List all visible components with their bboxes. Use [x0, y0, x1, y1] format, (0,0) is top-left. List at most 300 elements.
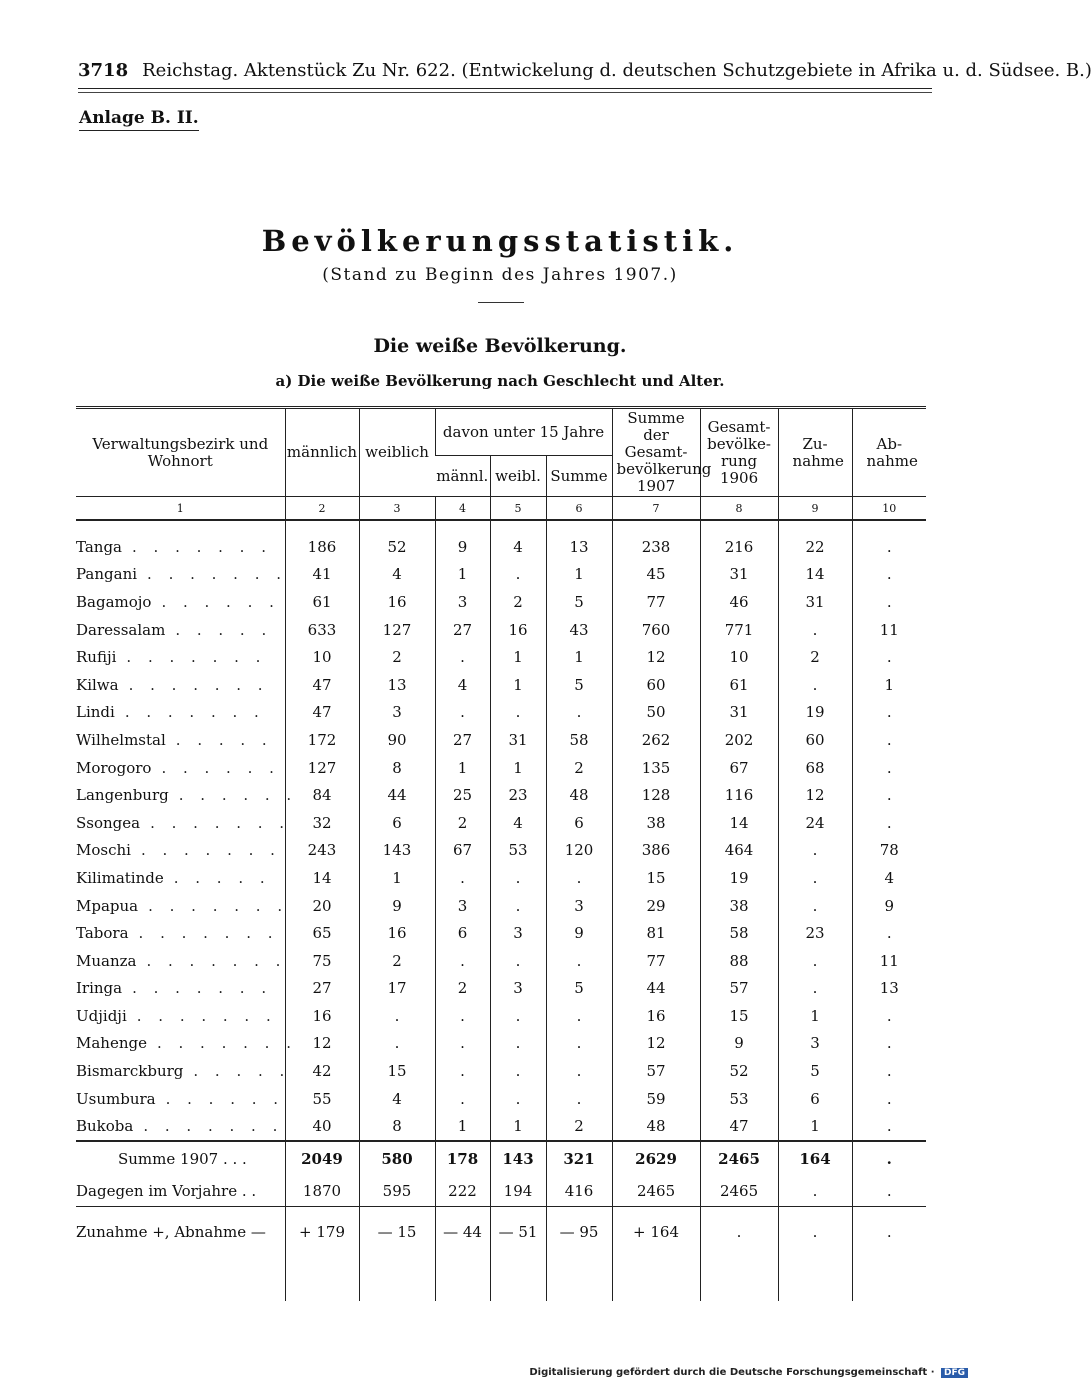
table-cell: — 44	[435, 1207, 490, 1258]
digitization-footer	[529, 1367, 968, 1378]
table-cell: 27	[285, 975, 359, 1003]
page-header	[78, 60, 1092, 81]
table-cell: 4	[359, 1085, 435, 1113]
table-row	[76, 1057, 926, 1085]
table-cell: 11	[852, 947, 926, 975]
table-cell: 4	[359, 561, 435, 589]
table-cell: .	[546, 1002, 612, 1030]
table-cell: 2465	[612, 1176, 700, 1207]
dfg-logo: DFG	[941, 1368, 968, 1378]
table-cell: .	[778, 864, 852, 892]
table-cell: 22	[778, 533, 852, 561]
table-cell: .	[852, 1207, 926, 1258]
header-rule-thin	[78, 92, 932, 93]
table-cell: 6	[359, 809, 435, 837]
section-heading: Die weiße Bevölkerung.	[373, 335, 627, 357]
table-cell: 31	[778, 588, 852, 616]
table-cell: 5	[778, 1057, 852, 1085]
table-cell: 1870	[285, 1176, 359, 1207]
table-cell: 633	[285, 616, 359, 644]
table-row	[76, 561, 926, 589]
table-cell: 2465	[700, 1176, 778, 1207]
table-cell: .	[852, 588, 926, 616]
table-cell: .	[852, 919, 926, 947]
leader-dots: . . . . . . .	[128, 675, 269, 694]
col-number: 8	[700, 497, 778, 521]
table-cell: 8	[359, 754, 435, 782]
table-cell: 2	[359, 643, 435, 671]
table-cell: 222	[435, 1176, 490, 1207]
table-cell: 1	[778, 1112, 852, 1141]
leader-dots: . . . . . . .	[124, 703, 265, 722]
table-cell: 42	[285, 1057, 359, 1085]
table-cell: 416	[546, 1176, 612, 1207]
district-name-cell	[76, 726, 285, 754]
table-cell: .	[435, 1002, 490, 1030]
table-cell: .	[490, 1030, 546, 1058]
table-row	[76, 533, 926, 561]
district-name-cell	[76, 754, 285, 782]
table-cell: 52	[700, 1057, 778, 1085]
table-cell: 46	[700, 588, 778, 616]
table-cell: 67	[700, 754, 778, 782]
table-cell: 47	[285, 671, 359, 699]
table-cell: 2	[778, 643, 852, 671]
table-cell: .	[435, 699, 490, 727]
table-cell: 50	[612, 699, 700, 727]
district-name: Ssongea	[76, 813, 141, 832]
table-cell: .	[852, 781, 926, 809]
col-number: 2	[285, 497, 359, 521]
leader-dots: . . . . .	[175, 620, 273, 639]
footer-text: Digitalisierung gefördert durch die Deutsche Forschungsgemeinschaft ·	[529, 1367, 935, 1378]
table-cell: 1	[546, 643, 612, 671]
table-cell: 16	[490, 616, 546, 644]
table-cell: .	[778, 616, 852, 644]
district-name: Moschi	[76, 841, 131, 860]
sum-row	[76, 1141, 926, 1176]
table-row	[76, 1085, 926, 1113]
table-cell: 44	[359, 781, 435, 809]
table-cell: 75	[285, 947, 359, 975]
leader-dots: . . . . . . .	[138, 924, 279, 943]
district-name: Kilimatinde	[76, 868, 164, 887]
table-cell: 2	[490, 588, 546, 616]
table-cell: .	[435, 1085, 490, 1113]
district-name: Muanza	[76, 951, 137, 970]
table-cell: 6	[778, 1085, 852, 1113]
table-cell: .	[490, 1002, 546, 1030]
leader-dots: . . . . .	[173, 868, 271, 887]
table-cell: .	[546, 864, 612, 892]
table-cell: .	[778, 892, 852, 920]
leader-dots: . . . . . . .	[148, 896, 289, 915]
table-cell: 19	[778, 699, 852, 727]
district-name: Kilwa	[76, 675, 119, 694]
table-cell: .	[778, 837, 852, 865]
table-cell: 2	[546, 1112, 612, 1141]
table-cell: 216	[700, 533, 778, 561]
table-cell: 143	[490, 1141, 546, 1176]
table-cell: 9	[852, 892, 926, 920]
table-cell: .	[700, 1207, 778, 1258]
table-cell: 3	[435, 892, 490, 920]
col-header-female: weiblich	[359, 408, 435, 497]
table-cell: .	[852, 1002, 926, 1030]
table-cell: 61	[285, 588, 359, 616]
district-name: Iringa	[76, 979, 123, 998]
leader-dots: . . . . . .	[161, 758, 280, 777]
table-cell: .	[359, 1002, 435, 1030]
district-name-cell	[76, 892, 289, 920]
table-cell: 178	[435, 1141, 490, 1176]
population-table	[76, 406, 926, 1301]
table-cell: .	[852, 809, 926, 837]
col-number: 3	[359, 497, 435, 521]
table-cell: 55	[285, 1085, 359, 1113]
district-name-cell	[76, 1030, 297, 1058]
table-cell: 186	[285, 533, 359, 561]
table-cell: 1	[490, 1112, 546, 1141]
district-name-cell	[76, 809, 291, 837]
leader-dots: . . . . . . .	[156, 1034, 297, 1053]
table-cell: .	[852, 1112, 926, 1141]
table-cell: 116	[700, 781, 778, 809]
table-cell: 20	[285, 892, 359, 920]
table-cell: 595	[359, 1176, 435, 1207]
table-cell: 10	[285, 643, 359, 671]
table-cell: 61	[700, 671, 778, 699]
header-text: Reichstag. Aktenstück Zu Nr. 622. (Entwickelung d. deutschen Schutzgebiete in Afrika u. d. Südsee. B.)	[142, 60, 1092, 81]
table-cell: 580	[359, 1141, 435, 1176]
subsection-heading: a) Die weiße Bevölkerung nach Geschlecht und Alter.	[275, 372, 725, 390]
table-cell: 27	[435, 616, 490, 644]
table-cell: 57	[612, 1057, 700, 1085]
table-cell: 14	[778, 561, 852, 589]
table-cell: 464	[700, 837, 778, 865]
table-cell: 202	[700, 726, 778, 754]
district-name-cell	[76, 781, 298, 809]
district-name-cell	[76, 699, 285, 727]
table-cell: .	[490, 892, 546, 920]
table-cell: 2	[359, 947, 435, 975]
district-name-cell	[76, 561, 288, 589]
table-cell: .	[546, 947, 612, 975]
leader-dots: . . . . . . .	[143, 1117, 284, 1136]
district-name-cell	[76, 533, 285, 561]
table-cell: 3	[435, 588, 490, 616]
table-cell: 12	[285, 1030, 359, 1058]
leader-dots: . . . . . . .	[147, 565, 288, 584]
table-cell: .	[852, 1176, 926, 1207]
table-cell: — 15	[359, 1207, 435, 1258]
table-cell: 25	[435, 781, 490, 809]
table-cell: .	[852, 699, 926, 727]
table-row	[76, 671, 926, 699]
table-cell: + 164	[612, 1207, 700, 1258]
table-cell: 3	[490, 919, 546, 947]
table-cell: 386	[612, 837, 700, 865]
col-header-under15-female: weibl.	[490, 456, 546, 497]
table-cell: 58	[700, 919, 778, 947]
table-cell: 5	[546, 975, 612, 1003]
table-row	[76, 1030, 926, 1058]
district-name-cell	[76, 947, 285, 975]
table-cell: 6	[435, 919, 490, 947]
table-cell: 16	[359, 588, 435, 616]
table-row	[76, 1112, 926, 1141]
table-row	[76, 754, 926, 782]
table-cell: 2	[435, 975, 490, 1003]
leader-dots: . . . . . .	[178, 786, 298, 805]
table-cell: 1	[490, 671, 546, 699]
table-cell: 9	[546, 919, 612, 947]
leader-dots: . . . . .	[175, 730, 273, 749]
col-header-male: männlich	[285, 408, 359, 497]
table-cell: 1	[435, 561, 490, 589]
table-cell: 32	[285, 809, 359, 837]
page-title: Bevölkerungsstatistik.	[261, 224, 739, 258]
table-cell: 2629	[612, 1141, 700, 1176]
table-cell: 23	[778, 919, 852, 947]
table-cell: — 95	[546, 1207, 612, 1258]
table-cell: 77	[612, 947, 700, 975]
table-cell: 31	[490, 726, 546, 754]
table-row	[76, 699, 926, 727]
district-name: Mahenge	[76, 1034, 147, 1053]
table-cell: 38	[612, 809, 700, 837]
district-name: Usumbura	[76, 1089, 156, 1108]
district-name-cell	[76, 864, 285, 892]
col-number: 9	[778, 497, 852, 521]
table-cell: 2049	[285, 1141, 359, 1176]
table-cell: .	[852, 561, 926, 589]
district-name: Bukoba	[76, 1117, 134, 1136]
table-cell: 9	[435, 533, 490, 561]
table-cell: 1	[546, 561, 612, 589]
table-cell: 1	[778, 1002, 852, 1030]
table-cell: 1	[490, 643, 546, 671]
difference-label: Zunahme +, Abnahme —	[76, 1207, 285, 1258]
table-row	[76, 643, 926, 671]
table-cell: .	[359, 1030, 435, 1058]
table-cell: 127	[359, 616, 435, 644]
table-cell: .	[852, 1057, 926, 1085]
table-cell: .	[490, 561, 546, 589]
table-cell: 243	[285, 837, 359, 865]
table-cell: 15	[359, 1057, 435, 1085]
table-cell: 77	[612, 588, 700, 616]
table-cell: .	[490, 1057, 546, 1085]
table-cell: 11	[852, 616, 926, 644]
col-number: 10	[852, 497, 926, 521]
district-name: Udjidji	[76, 1006, 127, 1025]
table-cell: 5	[546, 671, 612, 699]
page-subtitle: (Stand zu Beginn des Jahres 1907.)	[322, 265, 678, 285]
table-cell: 1	[359, 864, 435, 892]
table-cell: .	[435, 864, 490, 892]
district-name: Lindi	[76, 703, 115, 722]
district-name-cell	[76, 975, 285, 1003]
table-cell: .	[852, 754, 926, 782]
table-cell: .	[435, 1057, 490, 1085]
table-cell: .	[778, 1176, 852, 1207]
district-name: Langenburg	[76, 786, 169, 805]
table-cell: 31	[700, 699, 778, 727]
table-cell: 40	[285, 1112, 359, 1141]
sum-label: Summe 1907 . . .	[118, 1150, 247, 1169]
table-cell: 143	[359, 837, 435, 865]
table-cell: 47	[700, 1112, 778, 1141]
col-header-total-1906: Gesamt-bevölke-rung 1906	[700, 408, 778, 497]
table-cell: 14	[285, 864, 359, 892]
table-cell: 16	[612, 1002, 700, 1030]
table-cell: 8	[359, 1112, 435, 1141]
table-cell: 59	[612, 1085, 700, 1113]
district-name: Bagamojo	[76, 592, 152, 611]
table-cell: .	[490, 864, 546, 892]
table-row	[76, 864, 926, 892]
table-cell: 13	[359, 671, 435, 699]
table-cell: 19	[700, 864, 778, 892]
table-cell: 67	[435, 837, 490, 865]
district-name-cell	[76, 588, 285, 616]
table-cell: 3	[490, 975, 546, 1003]
table-cell: 14	[700, 809, 778, 837]
table-cell: 135	[612, 754, 700, 782]
table-cell: 1	[435, 754, 490, 782]
table-cell: 5	[546, 588, 612, 616]
table-cell: .	[852, 726, 926, 754]
table-cell: 321	[546, 1141, 612, 1176]
table-cell: .	[852, 1085, 926, 1113]
table-cell: 68	[778, 754, 852, 782]
leader-dots: . . . . . . .	[126, 648, 267, 667]
table-cell: .	[778, 947, 852, 975]
col-header-district: Verwaltungsbezirk und Wohnort	[76, 408, 285, 497]
table-cell: 10	[700, 643, 778, 671]
table-cell: 17	[359, 975, 435, 1003]
table-cell: 238	[612, 533, 700, 561]
table-cell: 60	[612, 671, 700, 699]
table-cell: .	[778, 975, 852, 1003]
table-cell: 57	[700, 975, 778, 1003]
header-rule	[78, 88, 932, 89]
previous-year-label: Dagegen im Vorjahre . .	[76, 1182, 257, 1201]
table-cell: 44	[612, 975, 700, 1003]
table-cell: 53	[700, 1085, 778, 1113]
table-cell: 120	[546, 837, 612, 865]
table-cell: 164	[778, 1141, 852, 1176]
table-cell: 45	[612, 561, 700, 589]
leader-dots: . . . . . .	[161, 592, 280, 611]
table-cell: 58	[546, 726, 612, 754]
table-cell: .	[490, 947, 546, 975]
table-cell: .	[778, 671, 852, 699]
table-cell: .	[490, 699, 546, 727]
table-cell: 1	[852, 671, 926, 699]
district-name-cell	[76, 1002, 285, 1030]
table-cell: .	[546, 1085, 612, 1113]
table-row	[76, 837, 926, 865]
table-cell: 9	[359, 892, 435, 920]
leader-dots: . . . . .	[193, 1062, 291, 1081]
col-header-total-1907: Summe der Gesamt-bevölkerung 1907	[612, 408, 700, 497]
table-cell: 1	[490, 754, 546, 782]
table-cell: 3	[359, 699, 435, 727]
table-cell: 3	[778, 1030, 852, 1058]
col-header-decrease: Ab-nahme	[852, 408, 926, 497]
district-name: Bismarckburg	[76, 1062, 184, 1081]
table-cell: 24	[778, 809, 852, 837]
leader-dots: . . . . . . .	[132, 979, 273, 998]
table-cell: 78	[852, 837, 926, 865]
table-cell: 771	[700, 616, 778, 644]
table-cell: 31	[700, 561, 778, 589]
table-cell: 81	[612, 919, 700, 947]
table-cell: 23	[490, 781, 546, 809]
table-cell: .	[852, 533, 926, 561]
table-cell: 90	[359, 726, 435, 754]
table-cell: 128	[612, 781, 700, 809]
table-cell: 27	[435, 726, 490, 754]
col-number: 1	[76, 497, 285, 521]
table-cell: 12	[612, 643, 700, 671]
district-name: Daressalam	[76, 620, 166, 639]
table-cell: .	[546, 699, 612, 727]
district-name: Tanga	[76, 537, 122, 556]
table-cell: .	[778, 1207, 852, 1258]
district-name: Pangani	[76, 565, 138, 584]
table-cell: 13	[546, 533, 612, 561]
table-cell: 4	[852, 864, 926, 892]
district-name-cell	[76, 1057, 291, 1085]
district-name: Rufiji	[76, 648, 117, 667]
table-cell: 12	[612, 1030, 700, 1058]
leader-dots: . . . . . .	[165, 1089, 285, 1108]
table-cell: 38	[700, 892, 778, 920]
table-cell: 12	[778, 781, 852, 809]
table-cell: 13	[852, 975, 926, 1003]
table-cell: 15	[612, 864, 700, 892]
table-row	[76, 919, 926, 947]
table-cell: 88	[700, 947, 778, 975]
table-cell: 3	[546, 892, 612, 920]
col-header-increase: Zu-nahme	[778, 408, 852, 497]
col-number: 5	[490, 497, 546, 521]
table-cell: 4	[435, 671, 490, 699]
previous-year-row	[76, 1176, 926, 1207]
table-cell: 760	[612, 616, 700, 644]
district-name-cell	[76, 671, 285, 699]
table-cell: .	[852, 643, 926, 671]
leader-dots: . . . . . . .	[132, 537, 272, 556]
table-cell: .	[852, 1141, 926, 1176]
leader-dots: . . . . . . .	[140, 841, 281, 860]
table-cell: 2	[546, 754, 612, 782]
table-cell: 4	[490, 809, 546, 837]
table-cell: 6	[546, 809, 612, 837]
table-cell: 172	[285, 726, 359, 754]
difference-row	[76, 1207, 926, 1258]
district-name: Wilhelmstal	[76, 730, 166, 749]
table-cell: 194	[490, 1176, 546, 1207]
table-cell: 127	[285, 754, 359, 782]
table-cell: 60	[778, 726, 852, 754]
table-cell: .	[435, 1030, 490, 1058]
appendix-label: Anlage B. II.	[79, 108, 199, 131]
table-cell: 47	[285, 699, 359, 727]
